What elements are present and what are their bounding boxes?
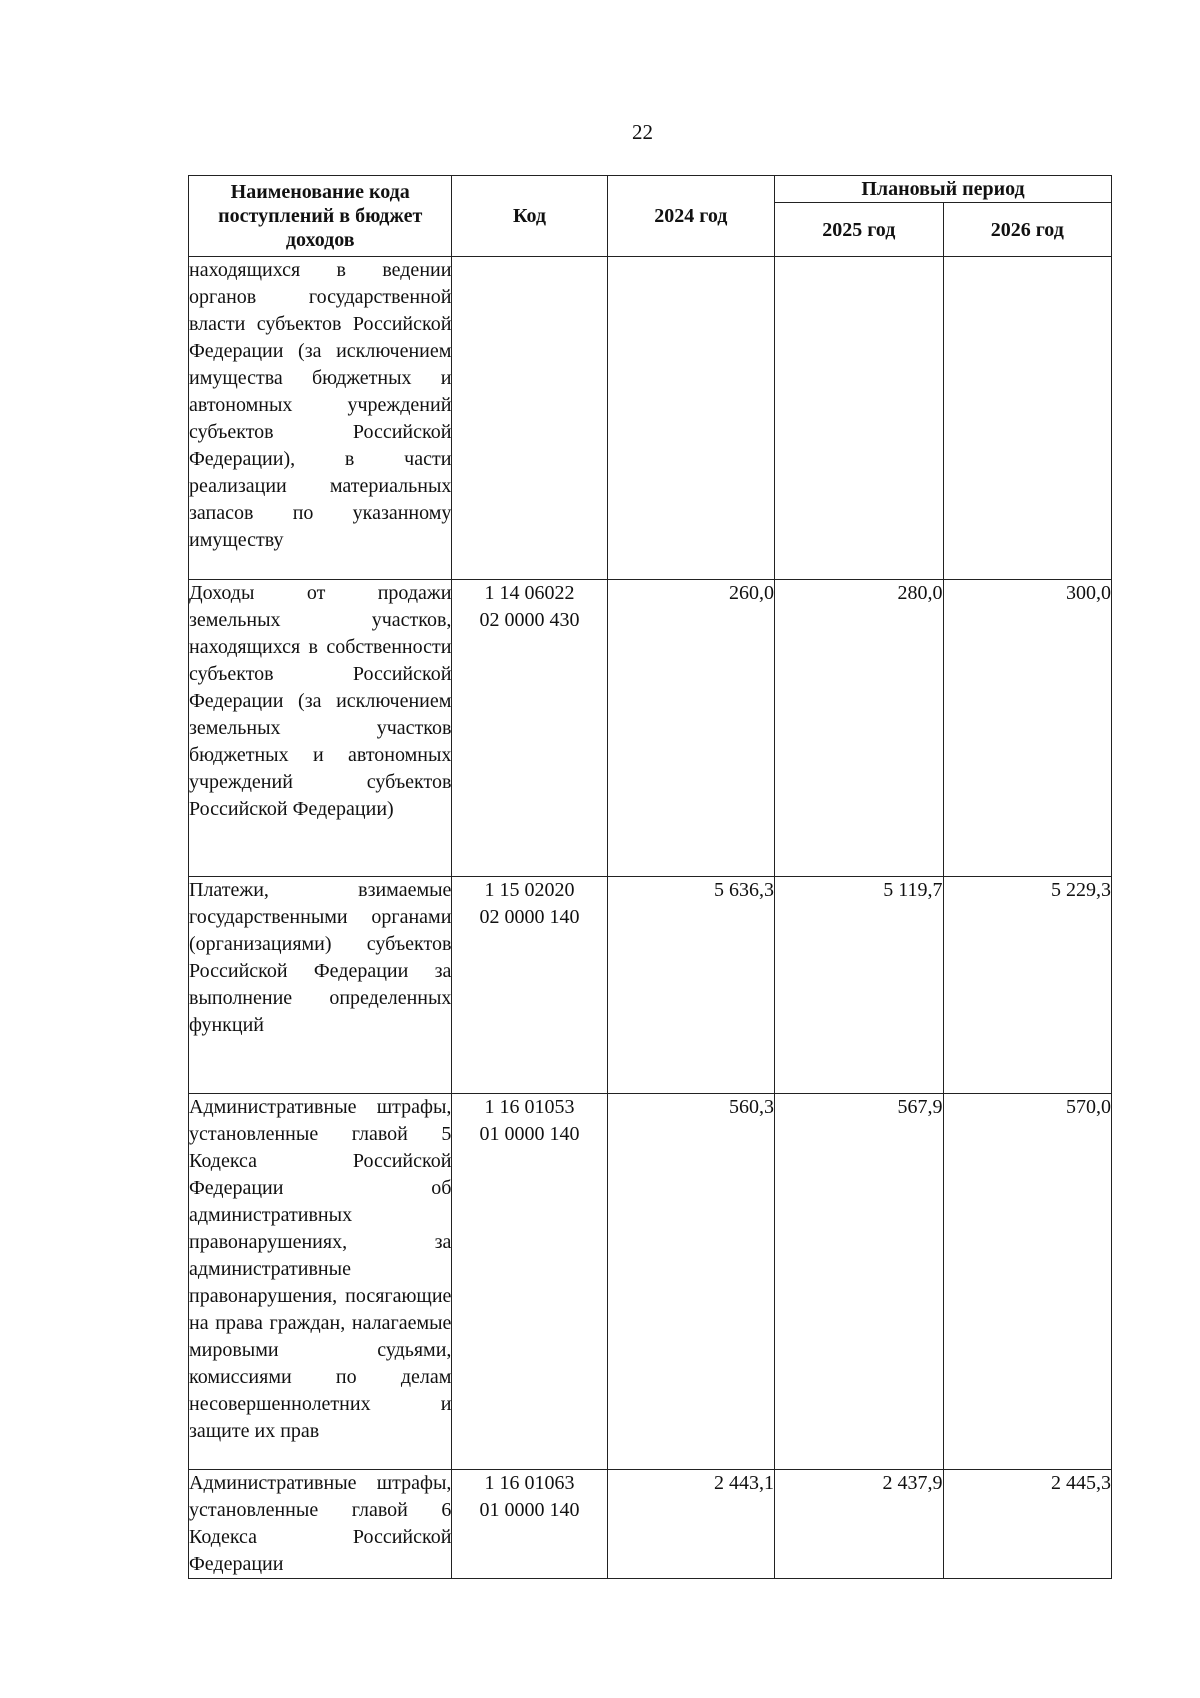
row-name: Доходы от продажи земельных участков, находящихся в собственности субъектов Российской Федерации (за исключением земельных участков бюджетных и автономных учреждений субъектов Российской Федерации) [189,580,452,877]
row-code [452,257,607,580]
row-name: Административные штрафы, установленные главой 5 Кодекса Российской Федерации об административных правонарушениях, за административные правонарушения, посягающие на права граждан, налагаемые мировыми судьями, комиссиями по делам несовершеннолетних и защите их прав [189,1094,452,1470]
row-code-part1: 1 14 06022 [484,582,575,604]
header-planning-period: Плановый период [775,176,1112,203]
row-value-2025: 5 119,7 [775,877,943,1094]
row-value-2024: 2 443,1 [607,1470,774,1579]
row-code-part2: 01 0000 140 [479,1499,580,1521]
row-code [452,580,607,877]
table-row [189,877,1112,1094]
row-value-2025: 2 437,9 [775,1470,943,1579]
header-name: Наименование кода поступлений в бюджет доходов [189,176,452,257]
row-value-2026: 5 229,3 [943,877,1112,1094]
row-value-2025: 280,0 [775,580,943,877]
row-code-part1: 1 16 01053 [484,1096,575,1118]
table-row [189,1470,1112,1579]
row-value-2026: 300,0 [943,580,1112,877]
header-2026: 2026 год [943,203,1112,257]
row-name: находящихся в ведении органов государственной власти субъектов Российской Федерации (за исключением имущества бюджетных и автономных учреждений субъектов Российской Федерации), в части реализации материальных запасов по указанному имуществу [189,257,452,580]
row-name: Административные штрафы, установленные главой 6 Кодекса Российской Федерации [189,1470,452,1579]
row-code-part2: 02 0000 430 [479,609,580,631]
row-value-2026: 2 445,3 [943,1470,1112,1579]
row-value-2026 [943,257,1112,580]
row-value-2024: 560,3 [607,1094,774,1470]
row-value-2024: 260,0 [607,580,774,877]
row-value-2025: 567,9 [775,1094,943,1470]
table-row [189,1094,1112,1470]
row-code [452,1470,607,1579]
row-value-2024 [607,257,774,580]
row-value-2025 [775,257,943,580]
row-code [452,877,607,1094]
row-code-part2: 02 0000 140 [479,906,580,928]
row-value-2024: 5 636,3 [607,877,774,1094]
row-name: Платежи, взимаемые государственными органами (организациями) субъектов Российской Федерации за выполнение определенных функций [189,877,452,1094]
header-2025: 2025 год [775,203,943,257]
page-number: 22 [632,120,653,144]
row-value-2026: 570,0 [943,1094,1112,1470]
table-row [189,257,1112,580]
row-code-part1: 1 15 02020 [484,879,575,901]
table-row [189,580,1112,877]
header-2024: 2024 год [607,176,774,257]
header-code: Код [452,176,607,257]
revenue-table [188,175,1112,1579]
row-code-part1: 1 16 01063 [484,1472,575,1494]
row-code-part2: 01 0000 140 [479,1123,580,1145]
row-code [452,1094,607,1470]
